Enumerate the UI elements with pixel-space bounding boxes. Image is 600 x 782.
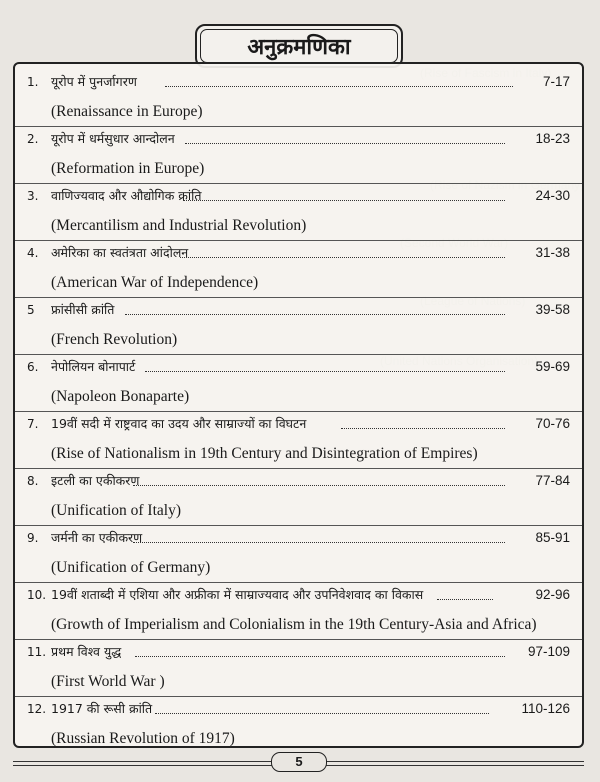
toc-entry xyxy=(15,241,582,301)
entry-pages: 31-38 xyxy=(535,245,570,260)
page-footer xyxy=(13,752,584,772)
entry-title-english: (Napoleon Bonaparte) xyxy=(51,388,190,405)
entry-title-english: (Unification of Germany) xyxy=(51,559,211,576)
entry-title-hindi: जर्मनी का एकीकरण xyxy=(51,530,143,545)
entry-number: 12. xyxy=(27,702,47,716)
dot-leader xyxy=(341,426,505,429)
dot-leader xyxy=(185,141,505,144)
dot-leader xyxy=(135,654,505,657)
page-title: अनुक्रमणिका xyxy=(200,29,398,63)
dot-leader xyxy=(183,198,505,201)
entry-pages: 97-109 xyxy=(527,644,570,659)
entry-title-hindi: 19वीं शताब्दी में एशिया और अफ्रीका में साम्राज्यवाद और उपनिवेशवाद का विकास xyxy=(51,587,424,602)
entry-title-english: (Rise of Nationalism in 19th Century and Disintegration of Empires) xyxy=(51,445,478,462)
entry-title-english: (Reformation in Europe) xyxy=(51,160,205,177)
dot-leader xyxy=(437,597,493,600)
entry-pages: 110-126 xyxy=(521,701,570,716)
entry-title-hindi: 19वीं सदी में राष्ट्रवाद का उदय और साम्राज्यों का विघटन xyxy=(51,416,307,431)
entry-title-hindi: नेपोलियन बोनापार्ट xyxy=(51,359,136,374)
toc-entry xyxy=(15,469,582,529)
toc-entry xyxy=(15,697,582,757)
entry-title-english: (Mercantilism and Industrial Revolution) xyxy=(51,217,307,234)
entry-title-hindi: प्रथम विश्व युद्ध xyxy=(51,644,122,659)
entry-pages: 24-30 xyxy=(535,188,570,203)
dot-leader xyxy=(180,255,505,258)
toc-entry xyxy=(15,298,582,358)
toc-entry xyxy=(15,127,582,187)
entry-title-hindi: अमेरिका का स्वतंत्रता आंदोलन xyxy=(51,245,189,260)
entry-title-english: (Unification of Italy) xyxy=(51,502,181,519)
toc-entry xyxy=(15,412,582,472)
dot-leader xyxy=(125,312,505,315)
entry-pages: 85-91 xyxy=(535,530,570,545)
entry-title-english: (Growth of Imperialism and Colonialism in the 19th Century-Asia and Africa) xyxy=(51,616,537,633)
dot-leader xyxy=(165,84,513,87)
toc-entry xyxy=(15,583,582,643)
entry-pages: 59-69 xyxy=(535,359,570,374)
toc-entry xyxy=(15,355,582,415)
entry-number: 6. xyxy=(27,360,39,374)
entry-number: 4. xyxy=(27,246,39,260)
toc-entry xyxy=(15,526,582,586)
entry-number: 8. xyxy=(27,474,39,488)
entry-number: 11. xyxy=(27,645,47,659)
dot-leader xyxy=(133,483,505,486)
dot-leader xyxy=(133,540,505,543)
entry-pages: 39-58 xyxy=(535,302,570,317)
dot-leader xyxy=(145,369,505,372)
entry-number: 7. xyxy=(27,417,39,431)
entry-number: 9. xyxy=(27,531,39,545)
entry-pages: 7-17 xyxy=(542,74,570,89)
entry-number: 5 xyxy=(27,303,35,317)
entry-title-hindi: वाणिज्यवाद और औद्योगिक क्रांति xyxy=(51,188,202,203)
entry-pages: 70-76 xyxy=(535,416,570,431)
toc-entry xyxy=(15,70,582,130)
entry-title-english: (First World War ) xyxy=(51,673,165,690)
entry-title-hindi: 1917 की रूसी क्रांति xyxy=(51,701,153,716)
entry-title-hindi: इटली का एकीकरण xyxy=(51,473,140,488)
entry-title-hindi: यूरोप में पुनर्जागरण xyxy=(51,74,137,89)
page-number: 5 xyxy=(271,752,327,772)
entry-number: 10. xyxy=(27,588,47,602)
contents-panel xyxy=(13,62,584,748)
dot-leader xyxy=(155,711,489,714)
entry-pages: 92-96 xyxy=(535,587,570,602)
entry-title-hindi: यूरोप में धर्मसुधार आन्दोलन xyxy=(51,131,175,146)
entry-pages: 77-84 xyxy=(535,473,570,488)
entry-title-english: (French Revolution) xyxy=(51,331,178,348)
entry-number: 1. xyxy=(27,75,39,89)
entry-title-english: (Renaissance in Europe) xyxy=(51,103,203,120)
entry-number: 3. xyxy=(27,189,39,203)
toc-entry xyxy=(15,184,582,244)
entry-title-english: (American War of Independence) xyxy=(51,274,259,291)
entry-pages: 18-23 xyxy=(535,131,570,146)
entry-title-english: (Russian Revolution of 1917) xyxy=(51,730,235,747)
entry-number: 2. xyxy=(27,132,39,146)
toc-entry xyxy=(15,640,582,700)
entry-title-hindi: फ्रांसीसी क्रांति xyxy=(51,302,115,317)
